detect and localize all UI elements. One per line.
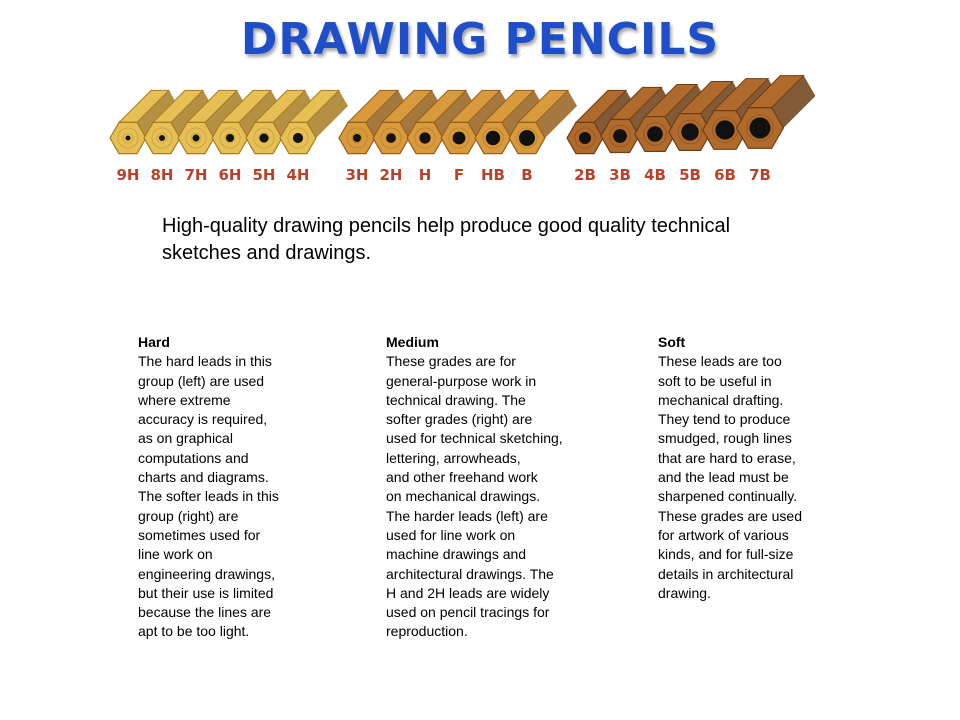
grade-label: B <box>521 166 533 184</box>
pencil-lead <box>613 129 627 143</box>
pencil-lead <box>647 126 663 142</box>
grade-label: H <box>418 166 432 184</box>
grade-label: 2B <box>574 166 596 184</box>
pencil-lead <box>750 118 771 139</box>
pencil-lead <box>260 134 269 143</box>
grade-label: HB <box>481 166 505 184</box>
pencil-lead <box>486 131 500 145</box>
column-hard-body: The hard leads in this group (left) are used where extreme accuracy is required, as on graphical computations and charts and diagrams. The softer leads in this group (right) are sometimes used for line work on engineering drawings, but their use is limited because the lines are apt to be too light. <box>138 353 279 640</box>
grade-label: 8H <box>150 166 174 184</box>
pencil-lead <box>386 133 396 143</box>
column-medium-body: These grades are for general-purpose work in technical drawing. The softer grades (right) are used for technical sketching, lettering, arrowheads, and other freehand work on mechanical drawings. The harder leads (left) are used for line work on machine drawings and architectural drawings. The H and 2H leads are widely used on pencil tracings for reproduction. <box>386 353 563 640</box>
grade-label: 2H <box>379 166 403 184</box>
column-hard-heading: Hard <box>138 334 170 350</box>
grade-label: 6H <box>218 166 242 184</box>
grade-label: 3B <box>609 166 631 184</box>
column-medium-heading: Medium <box>386 334 439 350</box>
pencil-lead <box>353 134 361 142</box>
grade-label: 4B <box>644 166 666 184</box>
column-soft-heading: Soft <box>658 334 686 350</box>
page-title: DRAWING PENCILS <box>240 14 720 65</box>
pencil-lead <box>579 132 591 144</box>
grade-label: 6B <box>714 166 736 184</box>
pencil-lead <box>519 130 535 146</box>
pencil-lead <box>226 134 234 142</box>
column-medium <box>386 333 563 642</box>
pencil-illustration <box>0 0 960 200</box>
grade-label: 5H <box>252 166 276 184</box>
grade-label: F <box>453 166 465 184</box>
pencil-lead <box>126 136 131 141</box>
pencil-lead <box>159 135 165 141</box>
pencil-lead <box>419 132 430 143</box>
grade-label: 7H <box>184 166 208 184</box>
column-soft <box>658 333 802 603</box>
column-soft-body: These leads are too soft to be useful in mechanical drafting. They tend to produce smudged, rough lines that are hard to erase, and the lead must be sharpened continually. These grades are used for artwork of various kinds, and for full-size details in architectural drawing. <box>658 353 802 601</box>
grade-label: 7B <box>749 166 771 184</box>
column-hard <box>138 333 279 642</box>
grade-label: 9H <box>116 166 140 184</box>
pencil-lead <box>453 132 466 145</box>
pencil-lead <box>715 120 734 139</box>
pencil-lead <box>681 123 698 140</box>
pencil-lead <box>293 133 303 143</box>
intro-text: High-quality drawing pencils help produce good quality technical sketches and drawings. <box>162 215 731 264</box>
grade-label: 3H <box>345 166 369 184</box>
grade-label: 4H <box>286 166 310 184</box>
grade-label: 5B <box>679 166 701 184</box>
pencil-lead <box>193 135 200 142</box>
